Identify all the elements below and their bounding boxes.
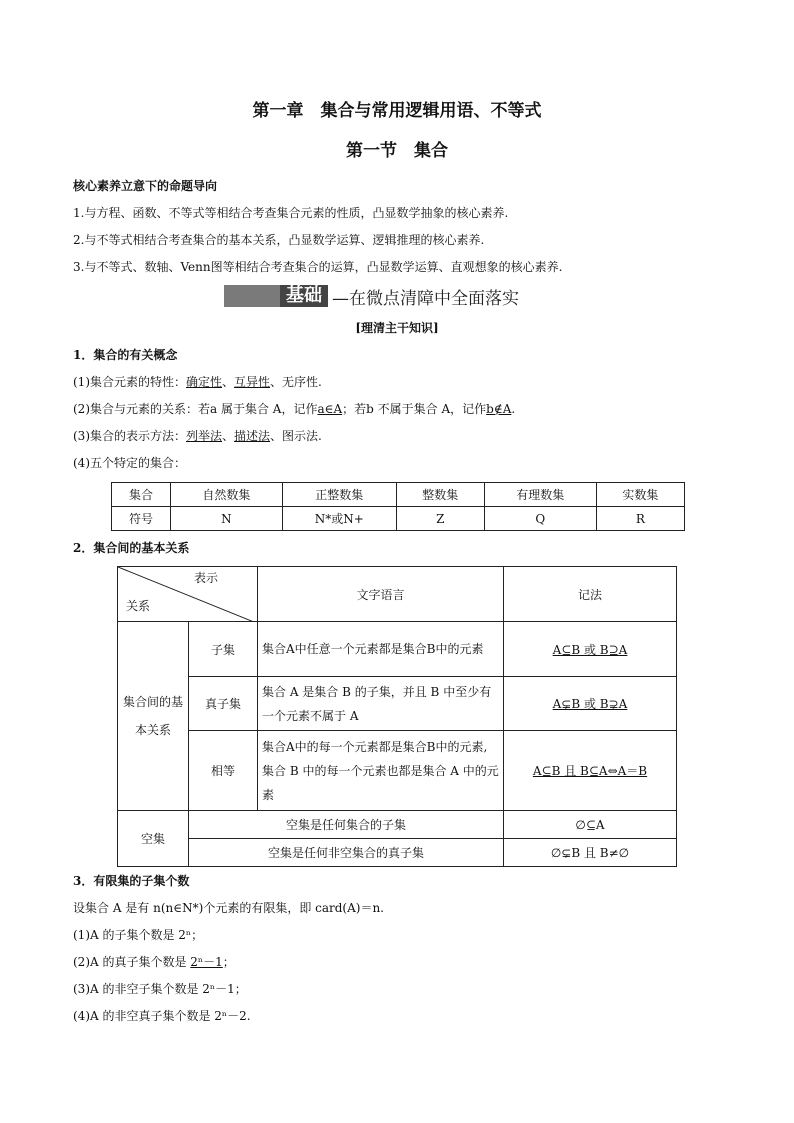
s1-p2-pre: (2)集合与元素的关系：若a 属于集合 A，记作 [73,402,318,416]
table-cell: 正整数集 [282,483,396,507]
s1-p3-u2: 描述法 [234,429,271,443]
table-cell: N [171,507,283,531]
s3-line-3: (3)A 的非空子集个数是 2ⁿ－1； [73,982,247,996]
proper-subset-notation: A⊊B 或 B⊋A [504,677,677,731]
s3-l2-pre: (2)A 的真子集个数是 [73,955,191,969]
subset-text: 集合A中任意一个元素都是集合B中的元素 [258,622,504,677]
header-represent: 表示 [194,571,219,585]
s1-p2-u2: b∉A [486,402,512,416]
relations-table [117,566,677,867]
table-cell: N*或N+ [282,507,396,531]
table-cell: 自然数集 [171,483,283,507]
table-row [112,483,685,507]
header-relation: 关系 [126,599,151,613]
s1-heading: 1．集合的有关概念 [73,348,178,362]
table-cell: Q [484,507,596,531]
section-title: 第一节 集合 [346,141,448,161]
table-cell: 有理数集 [484,483,596,507]
core-item-1: 1.与方程、函数、不等式等相结合考查集合元素的性质，凸显数学抽象的核心素养. [73,206,509,220]
empty-set-name: 空集 [118,811,189,867]
equal-notation: A⊆B 且 B⊆A⇔A＝B [504,731,677,811]
s1-p1-pre: (1)集合元素的特性： [73,375,186,389]
special-sets-table [111,482,685,531]
s1-p1-sep: 、 [222,375,235,389]
table-cell: 集合 [112,483,171,507]
table-cell: Z [396,507,484,531]
s1-p2-mid: ；若b 不属于集合 A，记作 [342,402,487,416]
s1-p2-post: . [511,402,516,416]
s1-p1 [73,374,322,390]
equal-name: 相等 [189,731,258,811]
empty-notation-1: ∅⊆A [504,811,677,839]
table-row [118,567,677,622]
basics-banner [224,285,519,307]
group-cell: 集合间的基本关系 [118,622,189,811]
s1-p2 [73,401,515,417]
diagonal-header-cell [118,567,258,622]
s3-line-4: (4)A 的非空真子集个数是 2ⁿ－2. [73,1009,251,1023]
subset-notation: A⊆B 或 B⊇A [504,622,677,677]
s1-p3-post: 、图示法. [270,429,322,443]
empty-text-1: 空集是任何集合的子集 [189,811,504,839]
s3-intro: 设集合 A 是有 n(n∈N*)个元素的有限集，即 card(A)＝n. [73,901,384,915]
s1-p1-u2: 互异性 [234,375,271,389]
table-cell: 整数集 [396,483,484,507]
table-row [118,677,677,731]
table-row [118,731,677,811]
table-row [118,839,677,867]
banner-bar [224,285,280,307]
equal-text: 集合A中的每一个元素都是集合B中的元素,集合 B 中的每一个元素也都是集合 A 中的元素 [258,731,504,811]
s1-p2-u1: a∈A [317,402,343,416]
core-item-3: 3.与不等式、数轴、Venn图等相结合考查集合的运算，凸显数学运算、直观想象的核心素养. [73,260,563,274]
s1-p3-pre: (3)集合的表示方法： [73,429,186,443]
table-cell: 符号 [112,507,171,531]
header-notation: 记法 [504,567,677,622]
s1-p1-post: 、无序性. [270,375,322,389]
s2-heading: 2．集合间的基本关系 [73,541,190,555]
s3-line-1: (1)A 的子集个数是 2ⁿ； [73,928,204,942]
section-tag: [理清主干知识] [355,321,439,335]
s1-p1-u1: 确定性 [186,375,223,389]
table-row [118,811,677,839]
table-row [112,507,685,531]
subset-name: 子集 [189,622,258,677]
empty-text-2: 空集是任何非空集合的真子集 [189,839,504,867]
proper-subset-name: 真子集 [189,677,258,731]
proper-subset-text: 集合 A 是集合 B 的子集，并且 B 中至少有一个元素不属于 A [258,677,504,731]
s3-l2-post: ； [222,955,235,969]
table-row [118,622,677,677]
core-heading: 核心素养立意下的命题导向 [73,179,218,193]
s3-line-2 [73,954,235,970]
table-cell: 实数集 [596,483,684,507]
s1-p3-sep: 、 [222,429,235,443]
empty-notation-2: ∅⊊B 且 B≠∅ [504,839,677,867]
s1-p3 [73,428,322,444]
banner-main: 基础 [280,285,328,307]
core-item-2: 2.与不等式相结合考查集合的基本关系，凸显数学运算、逻辑推理的核心素养. [73,233,485,247]
s1-p4: (4)五个特定的集合： [73,456,186,470]
header-text-language: 文字语言 [258,567,504,622]
s3-l2-u: 2ⁿ－1 [190,955,223,969]
table-cell: R [596,507,684,531]
s1-p3-u1: 列举法 [186,429,223,443]
chapter-title: 第一章 集合与常用逻辑用语、不等式 [252,101,542,121]
banner-sub: —在微点清障中全面落实 [332,288,519,309]
s3-heading: 3．有限集的子集个数 [73,874,190,888]
